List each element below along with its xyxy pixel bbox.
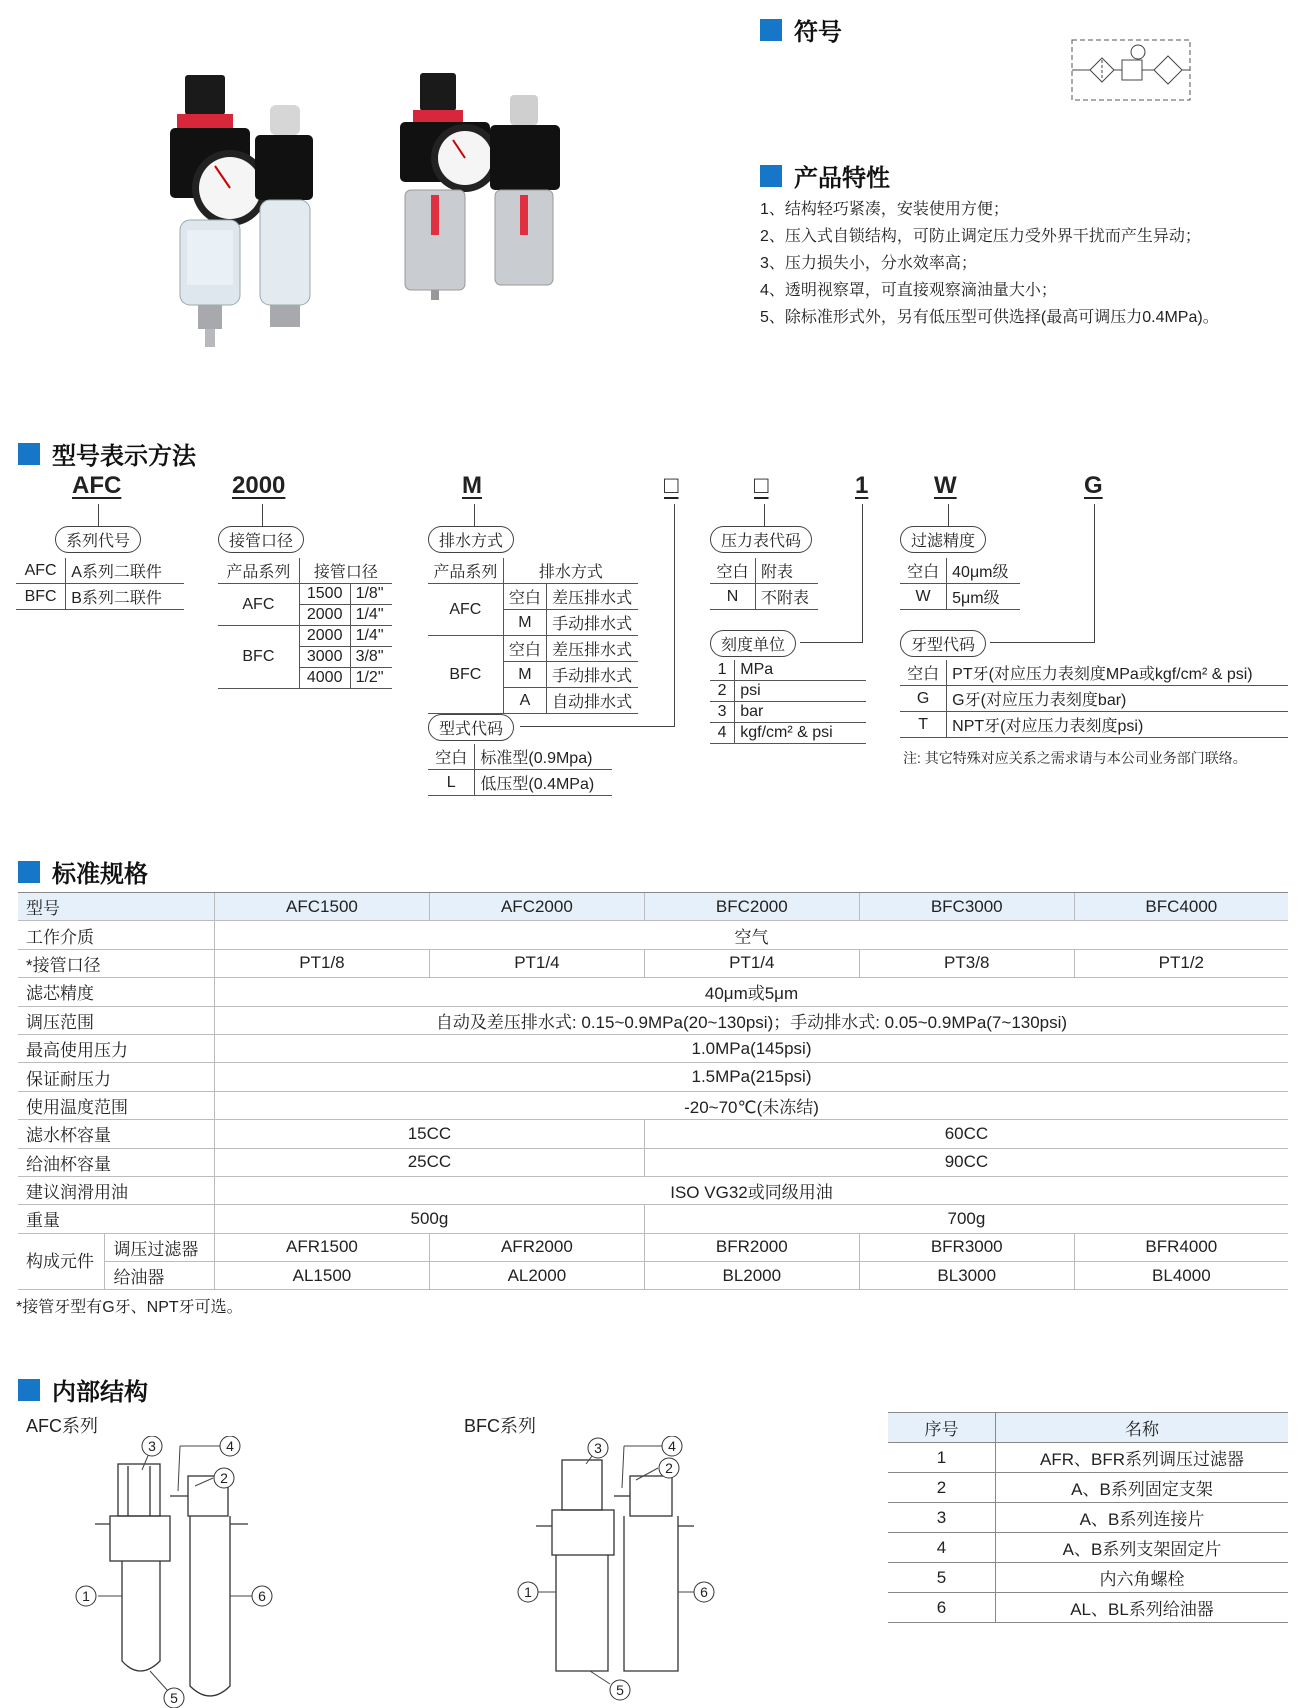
table-row [428,770,612,796]
spec-label: 构成元件 [18,1233,105,1290]
title-marker [760,165,782,187]
drain-series: BFC [428,636,503,714]
model-section-title [18,436,196,471]
spec-value: 15CC [215,1120,645,1148]
model-title: 型号表示方法 [52,443,196,470]
spec-header: BFC4000 [1074,893,1288,921]
spec-label: 保证耐压力 [18,1063,215,1091]
table-row [18,1120,1288,1148]
drain-desc: 差压排水式 [547,636,638,662]
callout-label: 2 [665,1460,673,1476]
port-size: 2000 [299,626,350,647]
gauge-label: 压力表代码 [710,526,812,553]
type-desc: 标准型(0.9Mpa) [475,744,612,770]
table-row [900,584,1020,610]
spec-value: 1.5MPa(215psi) [215,1063,1289,1091]
spec-value: BL2000 [644,1262,859,1290]
pneumatic-symbol-icon [1070,38,1192,102]
table-row [888,1413,1288,1443]
table-row [710,681,866,702]
spec-value: BFR2000 [644,1233,859,1261]
table-row [900,686,1288,712]
table-row [428,636,638,662]
connector-line [474,504,475,526]
features-section-title [760,158,890,193]
parts-header: 名称 [996,1413,1289,1443]
product-photo-afc [160,70,350,350]
callout-label: 3 [148,1438,156,1454]
code-gauge: □ [754,472,769,499]
filter-desc: 5μm级 [947,584,1020,610]
drain-header: 排水方式 [503,558,638,584]
port-size: 1500 [299,584,350,605]
part-number: 3 [888,1503,996,1533]
unit-code: 1 [710,660,735,681]
table-row [18,1262,1288,1290]
port-table [218,558,392,689]
code-series: AFC [72,472,122,499]
part-number: 4 [888,1533,996,1563]
parts-table [888,1412,1288,1623]
table-row [218,626,392,647]
spec-value: BL3000 [859,1262,1074,1290]
table-row [18,949,1288,977]
table-row [18,1148,1288,1176]
drain-desc: 手动排水式 [547,662,638,688]
filter-code: W [900,584,947,610]
spec-value: 60CC [644,1120,1288,1148]
table-row [888,1533,1288,1563]
series-code: BFC [16,584,66,610]
spec-value: 90CC [644,1148,1288,1176]
spec-value: BL4000 [1074,1262,1288,1290]
table-row [428,558,638,584]
drain-table [428,558,638,714]
code-type: □ [664,472,679,499]
callout-label: 5 [170,1690,178,1706]
spec-header: BFC2000 [644,893,859,921]
unit-code: 4 [710,723,735,744]
table-row [710,660,866,681]
unit-code: 2 [710,681,735,702]
code-thread: G [1084,472,1103,499]
title-marker [18,1379,40,1401]
callout-label: 4 [668,1438,676,1454]
table-row [18,1006,1288,1034]
drain-desc: 手动排水式 [547,610,638,636]
feature-item: 5、除标准形式外，另有低压型可供选择(最高可调压力0.4MPa)。 [760,309,1219,326]
connector-line [520,726,675,727]
callout-label: 5 [616,1682,624,1698]
drain-desc: 差压排水式 [547,584,638,610]
callout-label: 6 [700,1584,708,1600]
thread-code: G [900,686,947,712]
unit-desc: bar [735,702,866,723]
callout-label: 1 [82,1588,90,1604]
table-row [888,1473,1288,1503]
part-name: A、B系列支架固定片 [996,1533,1289,1563]
table-row [888,1503,1288,1533]
table-row [428,584,638,610]
type-code: L [428,770,475,796]
drain-series: AFC [428,584,503,636]
title-marker [18,443,40,465]
spec-label: 使用温度范围 [18,1091,215,1119]
feature-item: 4、透明视察罩，可直接观察滴油量大小； [760,282,1057,299]
type-table [428,744,612,796]
thread-desc: PT牙(对应压力表刻度MPa或kgf/cm² & psi) [947,660,1288,686]
spec-value: 40μm或5μm [215,978,1289,1006]
spec-value: -20~70℃(未冻结) [215,1091,1289,1119]
callout-label: 2 [220,1470,228,1486]
table-row [900,712,1288,738]
port-thread: 3/8" [350,647,392,668]
gauge-code: 空白 [710,558,755,584]
port-size: 4000 [299,668,350,689]
unit-desc: kgf/cm² & psi [735,723,866,744]
unit-desc: MPa [735,660,866,681]
filter-desc: 40μm级 [947,558,1020,584]
thread-desc: G牙(对应压力表刻度bar) [947,686,1288,712]
spec-label: 调压范围 [18,1006,215,1034]
spec-value: AFR2000 [429,1233,644,1261]
type-desc: 低压型(0.4MPa) [475,770,612,796]
title-marker [18,861,40,883]
table-row [710,702,866,723]
feature-item: 3、压力损失小，分水效率高； [760,255,977,272]
bfc-cross-section-drawing [512,1436,737,1708]
spec-value: BFR4000 [1074,1233,1288,1261]
table-row [888,1443,1288,1473]
spec-label: *接管口径 [18,949,215,977]
port-header: 产品系列 [218,558,299,584]
spec-value: 自动及差压排水式: 0.15~0.9MPa(20~130psi)；手动排水式: 0.05~0.9MPa(7~130psi) [215,1006,1289,1034]
table-row [18,1233,1288,1261]
features-title: 产品特性 [794,165,890,192]
thread-code: 空白 [900,660,947,686]
callout-label: 6 [258,1588,266,1604]
table-row [888,1593,1288,1623]
table-row [888,1563,1288,1593]
spec-label: 最高使用压力 [18,1034,215,1062]
feature-item: 1、结构轻巧紧凑，安装使用方便； [760,201,1009,218]
code-filter: W [934,472,957,499]
spec-value: AL1500 [215,1262,430,1290]
drain-code: 空白 [503,636,546,662]
part-name: A、B系列连接片 [996,1503,1289,1533]
table-row [16,558,184,584]
spec-label: 给油器 [105,1262,215,1290]
spec-value: PT3/8 [859,949,1074,977]
part-number: 5 [888,1563,996,1593]
table-row [900,660,1288,686]
spec-value: AL2000 [429,1262,644,1290]
connector-line [262,504,263,526]
internal-section-title [18,1372,148,1407]
table-row [710,723,866,744]
unit-label: 刻度单位 [710,630,796,657]
table-row [18,921,1288,949]
callout-label: 3 [594,1440,602,1456]
gauge-desc: 附表 [755,558,818,584]
spec-value: PT1/4 [644,949,859,977]
part-name: AL、BL系列给油器 [996,1593,1289,1623]
thread-table [900,660,1288,738]
series-desc: A系列二联件 [66,558,184,584]
connector-line [674,504,675,726]
type-code: 空白 [428,744,475,770]
connector-line [990,642,1095,643]
drain-header: 产品系列 [428,558,503,584]
part-number: 1 [888,1443,996,1473]
table-row [710,584,818,610]
table-row [218,558,392,584]
thread-label: 牙型代码 [900,630,986,657]
table-row [18,893,1288,921]
connector-line [948,504,949,526]
spec-label: 调压过滤器 [105,1233,215,1261]
afc-cross-section-drawing [70,1436,295,1708]
spec-table [18,892,1288,1290]
table-row [18,1176,1288,1204]
gauge-desc: 不附表 [755,584,818,610]
table-row [18,1063,1288,1091]
part-name: A、B系列固定支架 [996,1473,1289,1503]
spec-label: 建议润滑用油 [18,1176,215,1204]
callout-label: 4 [226,1438,234,1454]
gauge-table [710,558,818,610]
feature-item: 2、压入式自锁结构，可防止调定压力受外界干扰而产生异动； [760,228,1201,245]
spec-label: 重量 [18,1205,215,1233]
table-row [900,558,1020,584]
port-thread: 1/4" [350,605,392,626]
table-row [218,584,392,605]
spec-label: 滤芯精度 [18,978,215,1006]
thread-code: T [900,712,947,738]
spec-label: 给油杯容量 [18,1148,215,1176]
port-header: 接管口径 [299,558,392,584]
spec-header: AFC1500 [215,893,430,921]
code-unit: 1 [855,472,869,499]
unit-code: 3 [710,702,735,723]
part-number: 2 [888,1473,996,1503]
spec-value: PT1/8 [215,949,430,977]
spec-footnote: *接管牙型有G牙、NPT牙可选。 [16,1299,243,1316]
symbol-section-title [760,12,842,47]
port-thread: 1/8" [350,584,392,605]
filter-label: 过滤精度 [900,526,986,553]
spec-value: ISO VG32或同级用油 [215,1176,1289,1204]
port-size: 3000 [299,647,350,668]
code-port: 2000 [232,472,286,499]
series-table [16,558,184,610]
filter-table [900,558,1020,610]
part-name: 内六角螺栓 [996,1563,1289,1593]
table-row [18,978,1288,1006]
drain-code: M [503,662,546,688]
table-row [428,744,612,770]
spec-value: 25CC [215,1148,645,1176]
title-marker [760,19,782,41]
spec-value: 空气 [215,921,1289,949]
internal-title: 内部结构 [52,1379,148,1406]
port-thread: 1/2" [350,668,392,689]
bfc-series-label: BFC系列 [464,1416,536,1436]
symbol-title: 符号 [794,19,842,46]
product-photo-bfc [395,70,570,310]
type-label: 型式代码 [428,714,514,741]
spec-header: 型号 [18,893,215,921]
gauge-code: N [710,584,755,610]
features-list [760,196,1219,331]
spec-header: AFC2000 [429,893,644,921]
drain-code: 空白 [503,584,546,610]
afc-series-label: AFC系列 [26,1416,98,1436]
port-label: 接管口径 [218,526,304,553]
unit-table [710,660,866,744]
connector-line [764,504,765,526]
spec-header: BFC3000 [859,893,1074,921]
connector-line [98,504,99,526]
port-thread: 1/4" [350,626,392,647]
port-series: AFC [218,584,299,626]
unit-desc: psi [735,681,866,702]
spec-value: PT1/2 [1074,949,1288,977]
series-code: AFC [16,558,66,584]
drain-label: 排水方式 [428,526,514,553]
thread-desc: NPT牙(对应压力表刻度psi) [947,712,1288,738]
spec-section-title [18,854,148,889]
table-row [18,1034,1288,1062]
table-row [16,584,184,610]
spec-label: 工作介质 [18,921,215,949]
spec-value: AFR1500 [215,1233,430,1261]
table-row [18,1205,1288,1233]
model-note: 注: 其它特殊对应关系之需求请与本公司业务部门联络。 [903,750,1247,766]
spec-value: 1.0MPa(145psi) [215,1034,1289,1062]
drain-code: A [503,688,546,714]
code-drain: M [462,472,482,499]
series-label: 系列代号 [55,526,141,553]
connector-line [1094,504,1095,642]
table-row [710,558,818,584]
port-series: BFC [218,626,299,689]
spec-value: 700g [644,1205,1288,1233]
connector-line [800,642,863,643]
series-desc: B系列二联件 [66,584,184,610]
connector-line [862,504,863,642]
drain-desc: 自动排水式 [547,688,638,714]
spec-value: BFR3000 [859,1233,1074,1261]
callout-label: 1 [524,1584,532,1600]
spec-value: PT1/4 [429,949,644,977]
port-size: 2000 [299,605,350,626]
spec-value: 500g [215,1205,645,1233]
filter-code: 空白 [900,558,947,584]
table-row [18,1091,1288,1119]
parts-header: 序号 [888,1413,996,1443]
part-name: AFR、BFR系列调压过滤器 [996,1443,1289,1473]
spec-label: 滤水杯容量 [18,1120,215,1148]
drain-code: M [503,610,546,636]
part-number: 6 [888,1593,996,1623]
spec-title: 标准规格 [52,861,148,888]
